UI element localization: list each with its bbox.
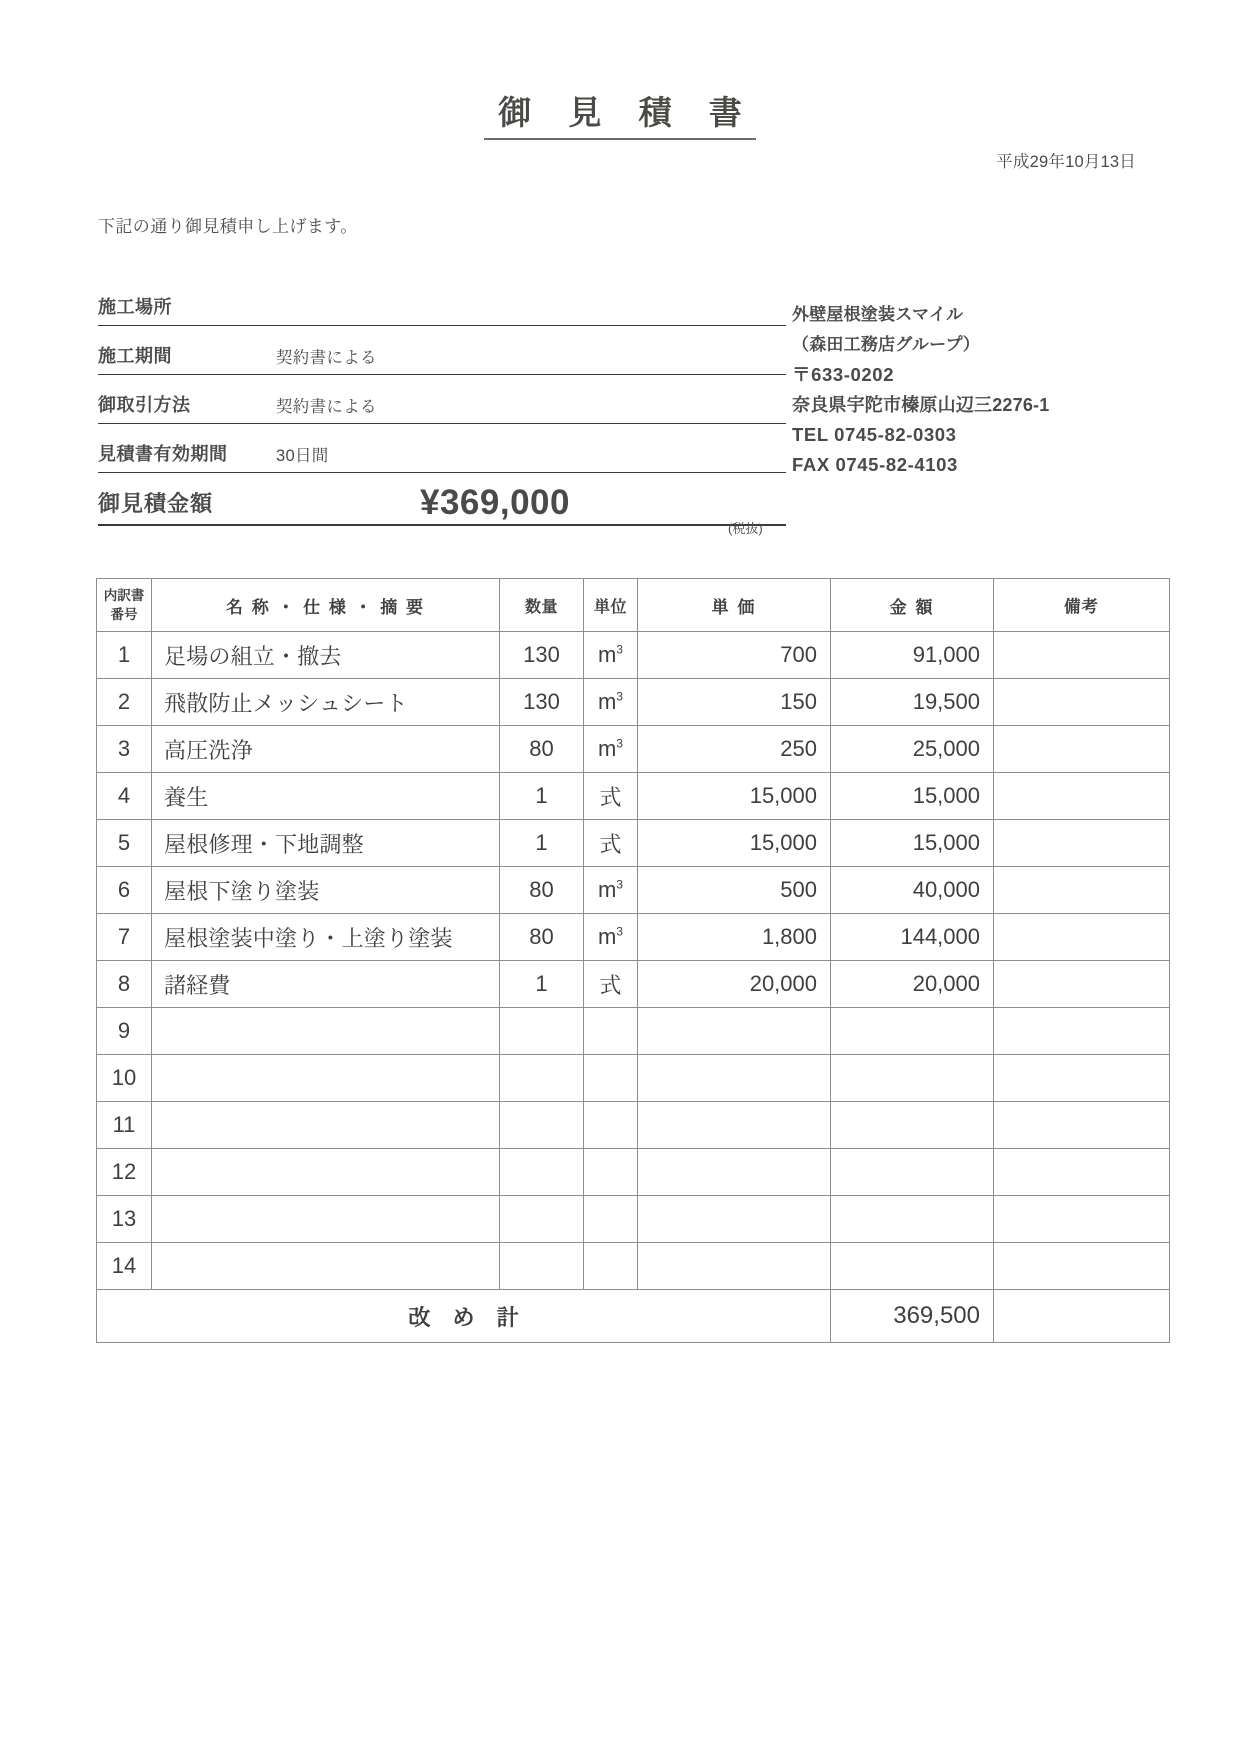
cell-quantity: [500, 1055, 584, 1102]
company-info-block: [792, 300, 1152, 480]
cell-description: [152, 1196, 500, 1243]
table-row: [97, 1243, 1170, 1290]
cell-remark: [994, 679, 1170, 726]
header-item-number: [97, 579, 152, 632]
cell-unit: 式: [584, 820, 638, 867]
table-row: [97, 726, 1170, 773]
cell-quantity: 1: [500, 773, 584, 820]
cell-quantity: [500, 1102, 584, 1149]
cell-remark: [994, 1243, 1170, 1290]
cell-remark: [994, 1196, 1170, 1243]
cell-remark: [994, 1008, 1170, 1055]
cell-unit-price: 1,800: [638, 914, 831, 961]
cell-quantity: 1: [500, 820, 584, 867]
cell-unit: [584, 1055, 638, 1102]
summary-remark: [994, 1290, 1170, 1343]
info-value-period: 契約書による: [276, 349, 377, 367]
info-label-validity: 見積書有効期間: [98, 444, 228, 464]
cell-item-number: 4: [97, 773, 152, 820]
cell-amount: 20,000: [831, 961, 994, 1008]
table-row: [97, 1102, 1170, 1149]
info-row-site: [98, 277, 786, 326]
cell-amount: [831, 1243, 994, 1290]
cell-item-number: 5: [97, 820, 152, 867]
cell-description: 養生: [152, 773, 500, 820]
cell-quantity: 80: [500, 914, 584, 961]
cell-item-number: 12: [97, 1149, 152, 1196]
cell-unit-price: [638, 1243, 831, 1290]
cell-unit: [584, 1149, 638, 1196]
table-row: [97, 961, 1170, 1008]
cell-description: 飛散防止メッシュシート: [152, 679, 500, 726]
header-amount: 金 額: [831, 579, 994, 632]
header-unit-price: 単 価: [638, 579, 831, 632]
cell-unit: [584, 1196, 638, 1243]
cell-item-number: 3: [97, 726, 152, 773]
table-body: [97, 632, 1170, 1290]
cell-unit-price: 15,000: [638, 773, 831, 820]
cell-unit: $m^3$: [584, 726, 638, 773]
header-unit: 単位: [584, 579, 638, 632]
cell-remark: [994, 1055, 1170, 1102]
table-footer: [97, 1290, 1170, 1343]
cell-unit: 式: [584, 773, 638, 820]
cell-description: [152, 1008, 500, 1055]
cell-description: [152, 1149, 500, 1196]
cell-amount: [831, 1008, 994, 1055]
cell-unit-price: 150: [638, 679, 831, 726]
estimate-total-row: [98, 469, 786, 526]
cell-description: [152, 1243, 500, 1290]
cell-unit-price: 700: [638, 632, 831, 679]
cell-description: 屋根下塗り塗装: [152, 867, 500, 914]
table-row: [97, 820, 1170, 867]
table-row: [97, 1008, 1170, 1055]
cell-quantity: 80: [500, 867, 584, 914]
table-row: [97, 914, 1170, 961]
table-row: [97, 773, 1170, 820]
cell-unit: 式: [584, 961, 638, 1008]
info-row-payment: [98, 375, 786, 424]
summary-row: [97, 1290, 1170, 1343]
cell-description: 屋根塗装中塗り・上塗り塗装: [152, 914, 500, 961]
cell-quantity: [500, 1196, 584, 1243]
cell-unit: $m^3$: [584, 867, 638, 914]
cell-amount: 25,000: [831, 726, 994, 773]
info-value-payment: 契約書による: [276, 398, 377, 416]
table-row: [97, 632, 1170, 679]
cell-remark: [994, 773, 1170, 820]
cell-unit-price: 20,000: [638, 961, 831, 1008]
cell-item-number: 2: [97, 679, 152, 726]
cell-description: 諸経費: [152, 961, 500, 1008]
summary-amount: 369,500: [831, 1290, 994, 1343]
header-quantity: 数量: [500, 579, 584, 632]
cell-quantity: 1: [500, 961, 584, 1008]
info-label-site: 施工場所: [98, 297, 172, 317]
cell-quantity: [500, 1008, 584, 1055]
cell-amount: [831, 1196, 994, 1243]
cell-item-number: 10: [97, 1055, 152, 1102]
cell-unit: [584, 1102, 638, 1149]
cell-remark: [994, 1102, 1170, 1149]
company-fax: FAX 0745-82-4103: [792, 454, 958, 475]
cell-item-number: 14: [97, 1243, 152, 1290]
estimate-total-label: 御見積金額: [98, 491, 214, 516]
cell-amount: 19,500: [831, 679, 994, 726]
cell-unit-price: [638, 1055, 831, 1102]
summary-label: 改 め 計: [97, 1290, 831, 1343]
tax-note: (税抜): [728, 521, 763, 536]
cell-remark: [994, 961, 1170, 1008]
cell-unit: [584, 1008, 638, 1055]
header-description: 名 称 ・ 仕 様 ・ 摘 要: [152, 579, 500, 632]
cell-quantity: 130: [500, 679, 584, 726]
title-container: [0, 95, 1240, 140]
cell-unit-price: [638, 1102, 831, 1149]
cell-description: 高圧洗浄: [152, 726, 500, 773]
cell-item-number: 1: [97, 632, 152, 679]
info-value-validity: 30日間: [276, 447, 329, 465]
cell-remark: [994, 867, 1170, 914]
cell-remark: [994, 1149, 1170, 1196]
cell-quantity: [500, 1243, 584, 1290]
cell-description: [152, 1102, 500, 1149]
table-header-row: [97, 579, 1170, 632]
company-group: （森田工務店グループ）: [792, 335, 981, 354]
estimate-info-block: [98, 277, 786, 473]
page-title: 御 見 積 書: [484, 95, 756, 140]
info-row-period: [98, 326, 786, 375]
cell-unit-price: 500: [638, 867, 831, 914]
company-postal-code: 〒633-0202: [792, 364, 895, 385]
cell-quantity: 130: [500, 632, 584, 679]
lead-sentence: 下記の通り御見積申し上げます。: [98, 217, 358, 236]
cell-amount: [831, 1102, 994, 1149]
company-address: 奈良県宇陀市榛原山辺三2276-1: [792, 395, 1050, 415]
cell-description: 足場の組立・撤去: [152, 632, 500, 679]
cell-remark: [994, 726, 1170, 773]
cell-item-number: 8: [97, 961, 152, 1008]
cell-unit: [584, 1243, 638, 1290]
cell-unit-price: [638, 1149, 831, 1196]
cell-quantity: [500, 1149, 584, 1196]
table-row: [97, 867, 1170, 914]
cell-remark: [994, 820, 1170, 867]
cell-unit-price: 15,000: [638, 820, 831, 867]
table-row: [97, 1196, 1170, 1243]
cell-item-number: 11: [97, 1102, 152, 1149]
cell-quantity: 80: [500, 726, 584, 773]
cell-unit-price: [638, 1196, 831, 1243]
cell-unit-price: [638, 1008, 831, 1055]
cell-item-number: 9: [97, 1008, 152, 1055]
header-item-number-line1: 内訳書: [103, 588, 145, 603]
table-row: [97, 1149, 1170, 1196]
cell-description: [152, 1055, 500, 1102]
cell-unit: $m^3$: [584, 914, 638, 961]
info-row-validity: [98, 424, 786, 473]
cell-unit: $m^3$: [584, 632, 638, 679]
cell-amount: 15,000: [831, 773, 994, 820]
cell-amount: 144,000: [831, 914, 994, 961]
cell-amount: 15,000: [831, 820, 994, 867]
cell-amount: [831, 1149, 994, 1196]
cell-item-number: 13: [97, 1196, 152, 1243]
header-remark: 備考: [994, 579, 1170, 632]
info-label-payment: 御取引方法: [98, 395, 191, 415]
cell-amount: 40,000: [831, 867, 994, 914]
cell-description: 屋根修理・下地調整: [152, 820, 500, 867]
info-label-period: 施工期間: [98, 346, 172, 366]
estimate-items-table: [96, 578, 1170, 1343]
cell-unit: $m^3$: [584, 679, 638, 726]
table-row: [97, 1055, 1170, 1102]
estimate-total-amount: ¥369,000: [420, 483, 570, 522]
document-date: 平成29年10月13日: [996, 153, 1136, 171]
cell-remark: [994, 632, 1170, 679]
cell-item-number: 7: [97, 914, 152, 961]
cell-unit-price: 250: [638, 726, 831, 773]
company-telephone: TEL 0745-82-0303: [792, 424, 957, 445]
cell-item-number: 6: [97, 867, 152, 914]
cell-remark: [994, 914, 1170, 961]
header-item-number-line2: 番号: [110, 607, 138, 622]
company-name: 外壁屋根塗装スマイル: [792, 305, 964, 324]
table-row: [97, 679, 1170, 726]
cell-amount: [831, 1055, 994, 1102]
cell-amount: 91,000: [831, 632, 994, 679]
